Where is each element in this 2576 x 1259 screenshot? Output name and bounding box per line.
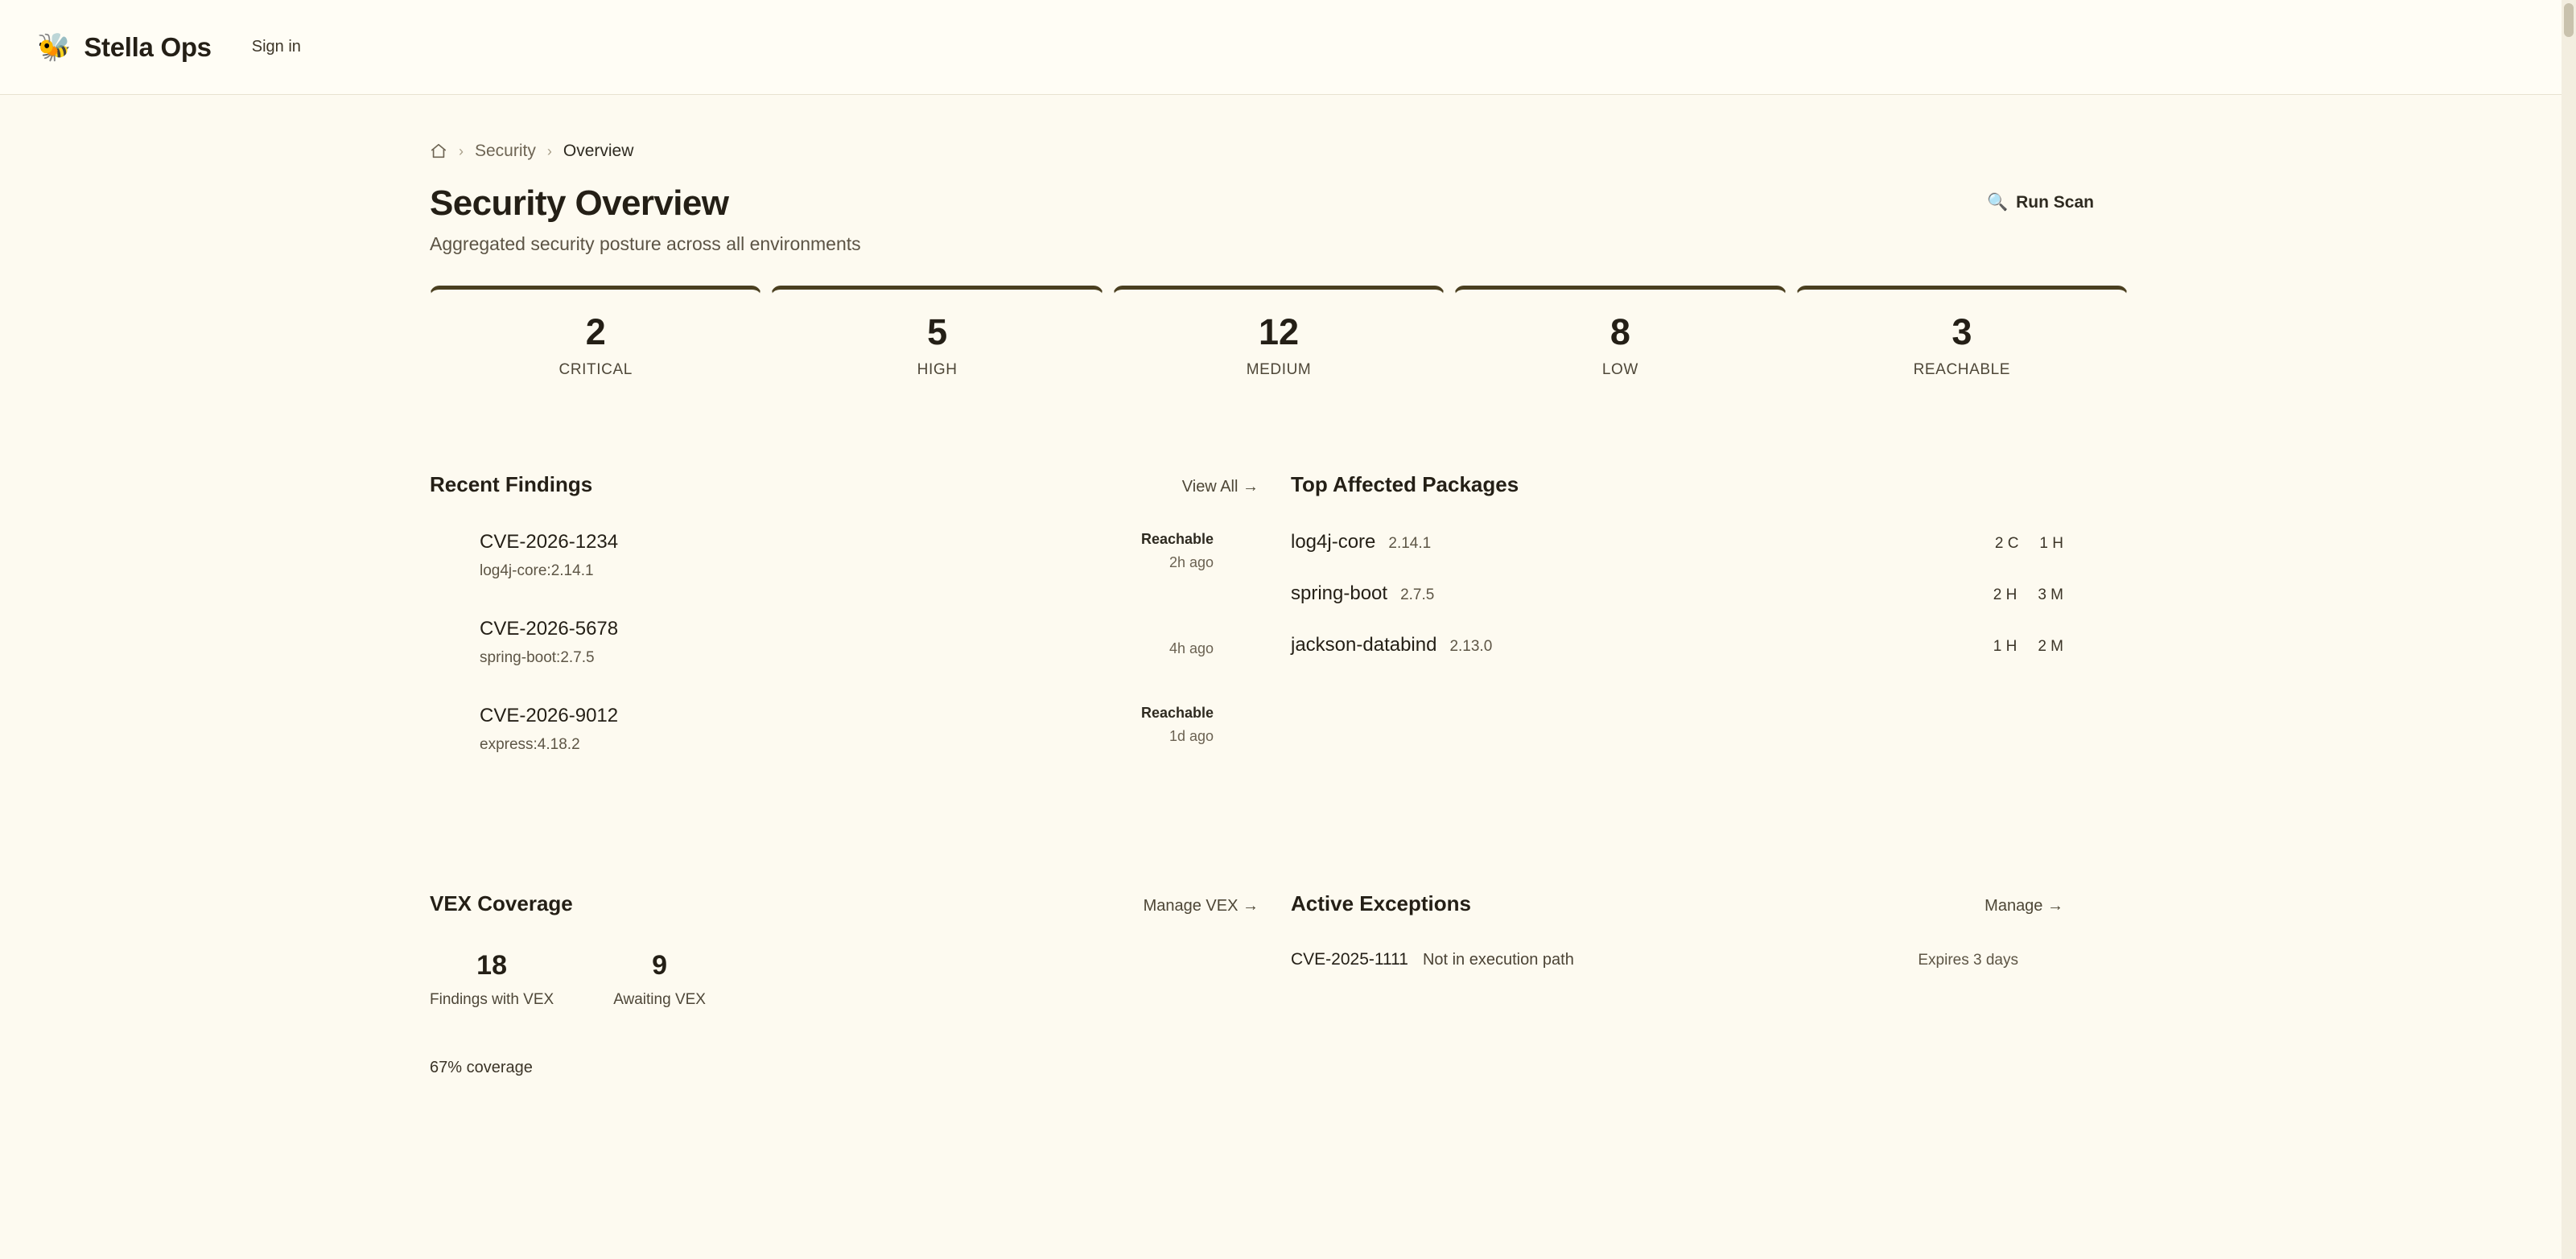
run-scan-label: Run Scan bbox=[2016, 193, 2094, 212]
breadcrumb-item-security[interactable]: Security bbox=[475, 142, 536, 160]
stat-value: 12 bbox=[1258, 311, 1300, 352]
stat-card-reachable[interactable] bbox=[1796, 286, 2128, 403]
stat-value: 2 bbox=[585, 311, 606, 352]
package-version: 2.13.0 bbox=[1449, 638, 1493, 655]
vex-metrics bbox=[430, 950, 1259, 1009]
page-header-text bbox=[430, 183, 861, 255]
stat-label: HIGH bbox=[917, 361, 958, 378]
package-name: log4j-core bbox=[1291, 531, 1376, 553]
stat-card-low[interactable] bbox=[1454, 286, 1786, 403]
sign-in-button[interactable]: Sign in bbox=[241, 31, 312, 63]
finding-timestamp: 2h ago bbox=[1168, 554, 1214, 570]
panel-top-affected-packages bbox=[1291, 472, 2096, 792]
finding-meta bbox=[1141, 705, 1259, 745]
stat-card-high[interactable] bbox=[771, 286, 1103, 403]
finding-id: CVE-2026-5678 bbox=[480, 618, 619, 640]
stat-label: LOW bbox=[1601, 361, 1638, 378]
finding-id: CVE-2026-1234 bbox=[480, 531, 619, 553]
package-row[interactable] bbox=[1291, 634, 2063, 685]
breadcrumb-current: Overview bbox=[563, 142, 634, 160]
vex-metric-awaiting-vex bbox=[613, 950, 706, 1009]
search-icon: 🔍 bbox=[1986, 193, 2009, 212]
vex-metric-label: Findings with VEX bbox=[430, 991, 554, 1008]
finding-meta bbox=[1141, 531, 1259, 571]
manage-vex-link[interactable]: Manage VEX → bbox=[1143, 897, 1259, 915]
finding-package: express:4.18.2 bbox=[480, 736, 580, 753]
finding-timestamp: 1d ago bbox=[1168, 728, 1214, 744]
finding-info bbox=[480, 531, 618, 580]
manage-exceptions-link[interactable]: Manage → bbox=[1985, 897, 2063, 915]
finding-package: log4j-core:2.14.1 bbox=[480, 562, 594, 579]
stat-value: 5 bbox=[927, 311, 948, 352]
panel-title: Active Exceptions bbox=[1291, 891, 1471, 915]
panel-title: VEX Coverage bbox=[430, 891, 573, 915]
page-title: Security Overview bbox=[430, 183, 729, 223]
page-scrollbar[interactable] bbox=[2562, 0, 2576, 1259]
finding-timestamp: 4h ago bbox=[1168, 640, 1214, 656]
package-name: jackson-databind bbox=[1291, 634, 1437, 656]
panel-title: Recent Findings bbox=[430, 472, 593, 496]
package-info bbox=[1291, 634, 1492, 656]
finding-row[interactable] bbox=[430, 705, 1259, 792]
page-subtitle: Aggregated security posture across all environments bbox=[430, 233, 861, 254]
top-bar bbox=[0, 0, 2576, 95]
package-count: 1 H bbox=[2039, 535, 2063, 552]
finding-reachable-badge: Reachable bbox=[1140, 531, 1214, 547]
panel-active-exceptions bbox=[1291, 891, 2096, 1077]
page-content bbox=[0, 95, 2576, 1077]
view-all-findings-link[interactable]: View All → bbox=[1181, 478, 1259, 496]
package-version: 2.14.1 bbox=[1388, 535, 1432, 552]
stella-logo-icon: 🐝 bbox=[37, 31, 72, 63]
dashboard-grid bbox=[430, 472, 2128, 1077]
vex-metric-findings-with-vex bbox=[430, 950, 554, 1009]
finding-reachable-badge: Reachable bbox=[1140, 705, 1214, 721]
finding-info bbox=[480, 618, 618, 667]
exception-reason: Not in execution path bbox=[1422, 951, 1574, 969]
finding-meta bbox=[1169, 618, 1259, 657]
exception-info bbox=[1291, 950, 1574, 969]
stat-value: 8 bbox=[1609, 311, 1630, 352]
panel-header bbox=[1291, 891, 2063, 916]
panel-recent-findings bbox=[430, 472, 1291, 792]
brand-name: Stella Ops bbox=[84, 31, 212, 62]
stat-label: REACHABLE bbox=[1913, 361, 2011, 378]
package-count: 2 H bbox=[1993, 586, 2018, 603]
vex-metric-value: 9 bbox=[652, 950, 668, 981]
scrollbar-thumb[interactable] bbox=[2564, 3, 2574, 37]
vex-metric-value: 18 bbox=[476, 950, 507, 981]
page-header bbox=[430, 183, 2102, 255]
severity-stat-cards bbox=[430, 286, 2128, 403]
package-info bbox=[1291, 582, 1434, 605]
vex-coverage-text: 67% coverage bbox=[430, 1059, 533, 1076]
panel-vex-coverage bbox=[430, 891, 1291, 1077]
stat-card-medium[interactable] bbox=[1113, 286, 1445, 403]
package-severity-counts bbox=[1993, 638, 2063, 656]
vex-metric-label: Awaiting VEX bbox=[613, 991, 706, 1008]
package-row[interactable] bbox=[1291, 582, 2063, 634]
exception-id: CVE-2025-1111 bbox=[1291, 950, 1408, 969]
finding-info bbox=[480, 705, 618, 754]
panel-title: Top Affected Packages bbox=[1291, 472, 1519, 496]
finding-id: CVE-2026-9012 bbox=[480, 705, 619, 726]
finding-row[interactable] bbox=[430, 531, 1259, 618]
panel-header bbox=[1291, 472, 2063, 497]
package-info bbox=[1291, 531, 1431, 553]
run-scan-button[interactable] bbox=[1979, 188, 2102, 217]
finding-package: spring-boot:2.7.5 bbox=[480, 649, 595, 666]
panel-header bbox=[430, 891, 1259, 916]
stat-card-critical[interactable] bbox=[430, 286, 761, 403]
package-count: 2 M bbox=[2038, 638, 2063, 655]
stat-label: CRITICAL bbox=[558, 361, 633, 378]
brand[interactable] bbox=[37, 32, 212, 63]
exception-row[interactable] bbox=[1291, 950, 2063, 969]
breadcrumb bbox=[430, 142, 2576, 161]
package-version: 2.7.5 bbox=[1400, 586, 1435, 603]
home-icon[interactable] bbox=[430, 142, 447, 160]
breadcrumb-separator-1: › bbox=[459, 142, 464, 159]
breadcrumb-separator-2: › bbox=[546, 142, 552, 159]
package-name: spring-boot bbox=[1291, 582, 1388, 604]
package-severity-counts bbox=[1995, 535, 2063, 553]
finding-reachable-badge bbox=[1169, 618, 1214, 634]
stat-value: 3 bbox=[1952, 311, 1972, 352]
package-severity-counts bbox=[1993, 586, 2063, 604]
panel-header bbox=[430, 472, 1259, 497]
stat-label: MEDIUM bbox=[1246, 361, 1312, 378]
package-count: 1 H bbox=[1993, 638, 2018, 655]
package-count: 2 C bbox=[1994, 535, 2019, 552]
finding-row[interactable] bbox=[430, 618, 1259, 705]
exception-expiry: Expires 3 days bbox=[1918, 952, 2018, 969]
package-row[interactable] bbox=[1291, 531, 2063, 582]
package-count: 3 M bbox=[2038, 586, 2063, 603]
